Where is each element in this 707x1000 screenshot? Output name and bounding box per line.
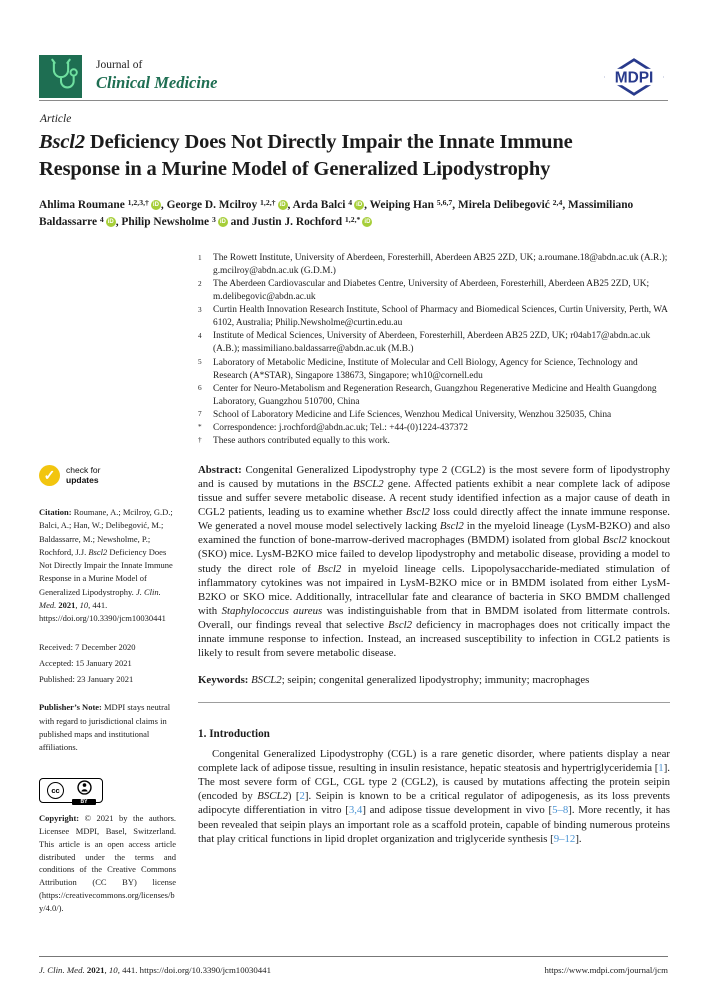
citation-ref[interactable]: 5–8: [552, 804, 569, 817]
affiliation-marker: 4: [198, 330, 202, 340]
affiliation-text: Curtin Health Innovation Research Institute, School of Pharmacy and Biomedical Sciences, Curtin University, Perth, WA 6102, Australia; Philip.Newsholme@curtin.edu.au: [213, 305, 668, 329]
keywords-divider: [198, 702, 670, 703]
affiliation-text: Correspondence: j.rochford@abdn.ac.uk; Tel.: +44-(0)1224-437372: [213, 422, 468, 433]
affiliation-marker: 5: [198, 357, 202, 366]
affiliation-text: The Aberdeen Cardiovascular and Diabetes Centre, University of Aberdeen, Foresterhill, Aberdeen AB25 2ZD, UK; m.delibegovic@abdn.ac.uk: [213, 279, 650, 303]
affiliation-marker: *: [198, 422, 202, 432]
history-dates: [39, 640, 176, 687]
affiliation-item: [198, 422, 670, 435]
affiliation-marker: 2: [198, 278, 202, 288]
affiliation-text: The Rowett Institute, University of Aberdeen, Foresterhill, Aberdeen AB25 2ZD, UK; a.roumane.18@abdn.ac.uk (A.R.); g.mcilroy@abdn.ac.uk (G.D.M.): [213, 253, 668, 277]
affiliation-marker: 7: [198, 409, 202, 419]
affiliation-item: [198, 304, 670, 330]
sidebar: [39, 465, 176, 914]
affiliation-item: [198, 278, 670, 304]
citation-ref[interactable]: 3,4: [348, 804, 363, 817]
author-line: Ahlima Roumane $^{1,2,3,\dagger}$ iD , George D. Mcilroy $^{1,2,\dagger}$ iD , Arda Balci $^4$ iD , Weiping Han $^{5,6,7}$, Mirela Delibegović $^{2,4}$, Massimiliano Baldassarre $^4$ iD , Philip Newsholme $^3$ iD and Justin J. Rochford $^{1,2,*}$ iD: [39, 197, 634, 229]
affiliation-marker: †: [198, 435, 202, 445]
by-attribution-icon: [72, 780, 96, 804]
main-column: [198, 463, 670, 846]
abstract: Abstract: Congenital Generalized Lipodystrophy type 2 (CGL2) is the most severe form of lipodystrophy and is caused by mutations in the BSCL2 gene. Affected patients exhibit a near complete lack of adipose tissue and suffer severe metabolic disease. A recent study identified infection as a major cause of death in CGL2 patients, leading us to examine whether Bscl2 loss could directly affect the innate immune response. We generated a novel mouse model selectively lacking Bscl2 in the myeloid lineage (LysM-B2KO) and also examined the function of bone-marrow-derived macrophages (BMDM) isolated from global Bscl2 knockout (SKO) mice. LysM-B2KO mice failed to develop lipodystrophy and metabolic disease, providing a model to study the direct role of Bscl2 in myeloid lineage cells. Lipopolysaccharide-mediated stimulation of inflammatory cytokines was not impaired in LysM-B2KO mice or in BMDM isolated from either LysM-B2KO or SKO mice. Additionally, intracellular fate and clearance of bacteria in SKO BMDM challenged with Staphylococcus aureus was indistinguishable from that in BMDM isolated from littermate controls. Overall, our findings reveal that selective Bscl2 deficiency in macrophages does not critically impact the innate immune response to infection. Instead, an increased susceptibility to infection in CGL2 patients is likely to result from severe metabolic disease.: [198, 464, 670, 660]
affiliation-marker: 3: [198, 304, 202, 314]
footer-journal-url[interactable]: https://www.mdpi.com/journal/jcm: [544, 965, 668, 975]
citation-ref[interactable]: 1: [658, 762, 664, 775]
check-for-updates-button[interactable]: [39, 465, 176, 486]
journal-title: [96, 59, 217, 93]
affiliation-item: [198, 435, 670, 448]
affiliation-text: These authors contributed equally to this work.: [213, 435, 390, 446]
journal-logo: [39, 55, 82, 98]
publisher-note: Publisher’s Note: MDPI stays neutral with regard to jurisdictional claims in published maps and institutional affiliations.: [39, 702, 171, 753]
citation-ref[interactable]: 2: [299, 790, 305, 803]
journal-name: Clinical Medicine: [96, 73, 218, 93]
check-icon: ✓: [39, 465, 60, 486]
citation-ref[interactable]: 9–12: [553, 832, 576, 845]
page-footer: [39, 956, 668, 975]
orcid-icon[interactable]: iD: [356, 202, 363, 208]
citation-block: Citation: Roumane, A.; Mcilroy, G.D.; Balci, A.; Han, W.; Delibegović, M.; Baldassarre, M.; Newsholme, P.; Rochford, J.J. Bscl2 Deficiency Does Not Directly Impair the Innate Immune Response in a Murine Model of Generalized Lipodystrophy. J. Clin. Med. 2021, 10, 441. https://doi.org/10.3390/jcm10030441: [39, 507, 173, 623]
mdpi-label: MDPI: [614, 69, 654, 87]
header-divider: [39, 100, 668, 101]
date-line: Published: 23 January 2021: [39, 673, 134, 684]
date-line: Accepted: 15 January 2021: [39, 657, 132, 668]
copyright-block: Copyright: © 2021 by the authors. Licensee MDPI, Basel, Switzerland. This article is an open access article distributed under the terms and conditions of the Creative Commons Attribution (CC BY) license (https://creativecommons.org/licenses/by/4.0/).: [39, 813, 177, 913]
journal-prefix: Journal of: [96, 59, 143, 72]
affiliation-text: Center for Neuro-Metabolism and Regeneration Research, Guangzhou Regenerative Medicine and Health Guangdong Laboratory, Guangzhou 510700, China: [213, 383, 657, 407]
stethoscope-icon: [42, 55, 80, 98]
mdpi-logo-icon: [604, 57, 664, 102]
affiliation-text: Institute of Medical Sciences, University of Aberdeen, Foresterhill, Aberdeen AB25 2ZD, UK; r04ab17@abdn.ac.uk (A.B.); massimiliano.baldassarre@abdn.ac.uk (M.B.): [213, 331, 651, 355]
cc-by-license-badge[interactable]: [39, 778, 103, 803]
by-label: BY: [72, 799, 96, 805]
introduction-paragraph: Congenital Generalized Lipodystrophy (CGL) is a rare genetic disorder, where patients display a near complete lack of adipose tissue, resulting in insulin resistance, hepatic steatosis and hypertriglyceridemia [1]. The most severe form of CGL, CGL type 2 (CGL2), is caused by mutations affecting the protein seipin (encoded by BSCL2) [2]. Seipin is known to be a critical regulator of adipogenesis, as its loss prevents adipocyte differentiation in vitro [3,4] and adipose tissue development in vivo [5–8]. More recently, it has been revealed that seipin plays an important role as a scaffold protein, capable of binding numerous proteins that play critical functions in lipid droplet organization and triglyceride synthesis [9–12].: [198, 748, 671, 845]
keywords: Keywords: BSCL2; seipin; congenital generalized lipodystrophy; immunity; macrophages: [198, 674, 590, 687]
affiliation-item: [198, 383, 670, 409]
page-title: Bscl2 Deficiency Does Not Directly Impair the Innate Immune Response in a Murine Model of Generalized Lipodystrophy: [39, 131, 573, 181]
affiliation-item: [198, 357, 670, 383]
article-type-label: Article: [40, 113, 72, 125]
affiliation-item: [198, 330, 670, 356]
affiliation-marker: 1: [198, 252, 202, 262]
section-heading-introduction: 1. Introduction: [198, 728, 270, 741]
orcid-icon[interactable]: iD: [219, 219, 226, 226]
orcid-icon[interactable]: iD: [364, 219, 371, 226]
orcid-icon[interactable]: iD: [279, 202, 286, 208]
affiliations-list: [198, 252, 670, 448]
footer-citation-link[interactable]: J. Clin. Med. 2021, 10, 441. https://doi.org/10.3390/jcm10030441: [39, 965, 271, 975]
cc-icon: cc: [47, 782, 64, 799]
date-line: Received: 7 December 2020: [39, 642, 136, 653]
orcid-icon[interactable]: iD: [107, 219, 114, 226]
journal-logo-block: [39, 55, 217, 98]
orcid-icon[interactable]: iD: [152, 202, 159, 208]
affiliation-text: Laboratory of Metabolic Medicine, Institute of Molecular and Cell Biology, Agency for Science, Technology and Research (A*STAR), Singapore 138673, Singapore; wh10@cornell.edu: [213, 357, 638, 381]
affiliation-marker: 6: [198, 383, 202, 393]
check-for-updates-label: check for updates: [66, 464, 101, 485]
affiliation-item: [198, 252, 670, 278]
affiliation-item: [198, 409, 670, 422]
affiliation-text: School of Laboratory Medicine and Life Sciences, Wenzhou Medical University, Wenzhou 325035, China: [213, 409, 612, 420]
